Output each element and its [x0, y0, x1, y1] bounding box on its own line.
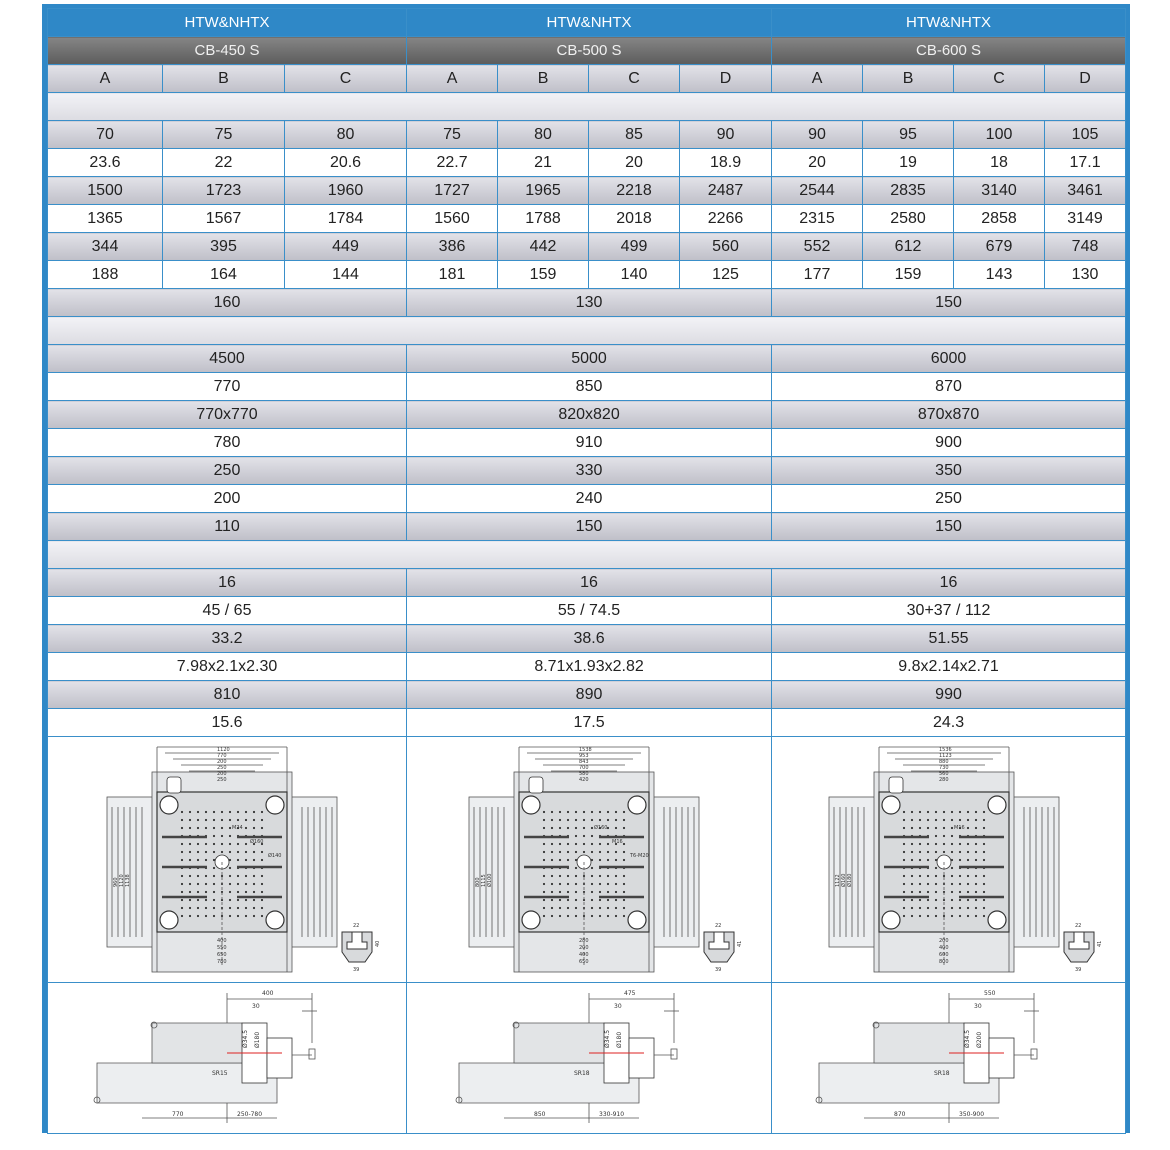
dimension-label: 550	[983, 990, 995, 997]
value-cell: 552	[772, 233, 863, 261]
value-cell: 22.7	[407, 149, 498, 177]
dimension-label: 30	[614, 1003, 622, 1010]
screw-type-cell: A	[772, 65, 863, 93]
model-header: CB-600 S	[772, 37, 1126, 65]
value-cell: 24.3	[772, 709, 1126, 737]
dimension-label: 780	[217, 959, 227, 965]
dimension-label: Ø34.5	[963, 1029, 971, 1048]
dimension-label: M16	[953, 825, 965, 831]
value-cell: 9.8x2.14x2.71	[772, 653, 1126, 681]
value-cell: 38.6	[407, 625, 772, 653]
drawing-cell	[407, 737, 772, 983]
spacer-cell	[48, 541, 1126, 569]
value-cell: 770	[48, 373, 407, 401]
screw-type-cell: B	[863, 65, 954, 93]
value-cell: 2266	[680, 205, 772, 233]
dimension-label: 870	[893, 1111, 905, 1118]
value-cell: 990	[772, 681, 1126, 709]
value-cell: 780	[48, 429, 407, 457]
value-cell: 85	[589, 121, 680, 149]
dimension-label: SR18	[574, 1070, 590, 1077]
value-cell: 177	[772, 261, 863, 289]
value-cell: 1788	[498, 205, 589, 233]
general-row	[48, 709, 1126, 737]
dimension-label: 200	[579, 945, 589, 951]
drawing-cell	[48, 983, 407, 1134]
value-cell: 90	[772, 121, 863, 149]
dimension-label: 41	[737, 940, 744, 947]
value-cell: 17.5	[407, 709, 772, 737]
value-cell: 159	[498, 261, 589, 289]
dimension-label: 30	[252, 1003, 260, 1010]
value-cell: 1965	[498, 177, 589, 205]
value-cell: 560	[680, 233, 772, 261]
injection-common-row	[48, 289, 1126, 317]
value-cell: 1727	[407, 177, 498, 205]
dimension-label: 770	[172, 1111, 184, 1118]
dimension-label: Ø160	[594, 825, 608, 831]
value-cell: 870x870	[772, 401, 1126, 429]
value-cell: 16	[48, 569, 407, 597]
value-cell: 2315	[772, 205, 863, 233]
value-cell: 45 / 65	[48, 597, 407, 625]
dimension-label: 250-780	[237, 1111, 263, 1118]
dimension-label: 39	[715, 967, 722, 973]
screw-type-cell: A	[48, 65, 163, 93]
value-cell: 90	[680, 121, 772, 149]
series-header: HTW&NHTX	[772, 9, 1126, 37]
value-cell: 5000	[407, 345, 772, 373]
dimension-label: Ø160	[840, 873, 847, 887]
screw-type-cell: B	[498, 65, 589, 93]
dimension-label: 650	[217, 952, 227, 958]
value-cell: 21	[498, 149, 589, 177]
value-cell: 1500	[48, 177, 163, 205]
value-cell: 2580	[863, 205, 954, 233]
nozzle-drawing	[77, 983, 377, 1133]
general-row	[48, 569, 1126, 597]
dimension-label: 1120	[119, 874, 126, 887]
dimension-label: 200	[217, 771, 227, 777]
value-cell: 350	[772, 457, 1126, 485]
value-cell: 20.6	[285, 149, 407, 177]
dimension-label: Ø160	[250, 839, 264, 845]
value-cell: 2858	[954, 205, 1045, 233]
dimension-label: 880	[938, 759, 949, 765]
dimension-label: 400	[217, 938, 227, 944]
value-cell: 75	[407, 121, 498, 149]
dimension-label: 30	[973, 1003, 982, 1010]
dimension-label: 1138	[125, 874, 132, 887]
value-cell: 200	[48, 485, 407, 513]
value-cell: 250	[48, 457, 407, 485]
clamping-row	[48, 429, 1126, 457]
dimension-label: 960	[113, 877, 120, 887]
dimension-label: 730	[938, 765, 949, 771]
value-cell: 2835	[863, 177, 954, 205]
value-cell: 3149	[1045, 205, 1126, 233]
value-cell: 22	[163, 149, 285, 177]
dimension-label: 850	[534, 1111, 546, 1118]
value-cell: 499	[589, 233, 680, 261]
dimension-label: 400	[262, 990, 274, 997]
dimension-label: 200	[938, 938, 949, 944]
dimension-label: 580	[579, 771, 589, 777]
value-cell: 1567	[163, 205, 285, 233]
value-cell: 18	[954, 149, 1045, 177]
dimension-label: T6-M20	[630, 853, 649, 859]
dimension-label: 1123	[938, 753, 952, 759]
dimension-label: 1538	[579, 747, 592, 753]
screw-type-cell: A	[407, 65, 498, 93]
section-spacer	[48, 93, 1126, 121]
injection-row	[48, 121, 1126, 149]
dimension-label: 1115	[481, 874, 488, 887]
general-row	[48, 653, 1126, 681]
dimension-label: 250	[217, 777, 227, 783]
value-cell: 6000	[772, 345, 1126, 373]
value-cell: 100	[954, 121, 1045, 149]
value-cell: 15.6	[48, 709, 407, 737]
section-spacer	[48, 317, 1126, 345]
general-row	[48, 681, 1126, 709]
value-cell: 250	[772, 485, 1126, 513]
value-cell: 16	[407, 569, 772, 597]
value-cell: 160	[48, 289, 407, 317]
value-cell: 125	[680, 261, 772, 289]
value-cell: 2218	[589, 177, 680, 205]
clamping-row	[48, 401, 1126, 429]
clamping-row	[48, 345, 1126, 373]
dimension-label: SR15	[212, 1070, 228, 1077]
dimension-label: 1120	[217, 747, 230, 753]
screw-type-cell: D	[680, 65, 772, 93]
value-cell: 23.6	[48, 149, 163, 177]
value-cell: 95	[863, 121, 954, 149]
dimension-label: Ø140	[268, 853, 282, 859]
value-cell: 188	[48, 261, 163, 289]
dimension-label: 550	[217, 945, 227, 951]
dimension-label: M24	[232, 825, 243, 831]
value-cell: 30+37 / 112	[772, 597, 1126, 625]
general-row	[48, 625, 1126, 653]
value-cell: 130	[407, 289, 772, 317]
dimension-label: 200	[217, 759, 227, 765]
dimension-label: Ø100	[487, 873, 494, 887]
dimension-label: 953	[579, 753, 589, 759]
value-cell: 748	[1045, 233, 1126, 261]
dimension-label: 770	[217, 753, 227, 759]
platen-drawing	[419, 737, 759, 982]
platen-drawing	[57, 737, 397, 982]
series-header: HTW&NHTX	[407, 9, 772, 37]
value-cell: 4500	[48, 345, 407, 373]
spacer-cell	[48, 93, 1126, 121]
value-cell: 33.2	[48, 625, 407, 653]
screw-type-cell: D	[1045, 65, 1126, 93]
clamping-row	[48, 513, 1126, 541]
value-cell: 2018	[589, 205, 680, 233]
value-cell: 395	[163, 233, 285, 261]
value-cell: 80	[498, 121, 589, 149]
value-cell: 3461	[1045, 177, 1126, 205]
dimension-label: Ø34.5	[604, 1029, 612, 1048]
value-cell: 442	[498, 233, 589, 261]
platen-drawing-row	[48, 737, 1126, 983]
dimension-label: 700	[579, 765, 589, 771]
dimension-label: Ø180	[254, 1031, 262, 1048]
value-cell: 820x820	[407, 401, 772, 429]
dimension-label: 350-900	[958, 1111, 984, 1118]
drawing-cell	[407, 983, 772, 1134]
dimension-label: 39	[1074, 967, 1081, 973]
value-cell: 150	[772, 289, 1126, 317]
value-cell: 75	[163, 121, 285, 149]
dimension-label: Ø180	[616, 1031, 624, 1048]
dimension-label: 22	[1074, 923, 1081, 929]
dimension-label: 843	[579, 759, 589, 765]
section-spacer	[48, 541, 1126, 569]
dimension-label: 250	[217, 765, 227, 771]
dimension-label: M16	[612, 839, 623, 845]
value-cell: 130	[1045, 261, 1126, 289]
drawing-cell	[772, 737, 1126, 983]
clamping-row	[48, 457, 1126, 485]
value-cell: 159	[863, 261, 954, 289]
dimension-label: Ø200	[975, 1031, 983, 1048]
value-cell: 240	[407, 485, 772, 513]
value-cell: 2487	[680, 177, 772, 205]
value-cell: 1560	[407, 205, 498, 233]
value-cell: 144	[285, 261, 407, 289]
screw-type-cell: C	[589, 65, 680, 93]
dimension-label: Ø34.5	[242, 1029, 250, 1048]
value-cell: 80	[285, 121, 407, 149]
value-cell: 910	[407, 429, 772, 457]
drawing-cell	[772, 983, 1126, 1134]
value-cell: 900	[772, 429, 1126, 457]
value-cell: 330	[407, 457, 772, 485]
model-header: CB-500 S	[407, 37, 772, 65]
value-cell: 105	[1045, 121, 1126, 149]
nozzle-drawing-row	[48, 983, 1126, 1134]
dimension-label: 400	[938, 945, 949, 951]
value-cell: 679	[954, 233, 1045, 261]
injection-row	[48, 261, 1126, 289]
model-header: CB-450 S	[48, 37, 407, 65]
dimension-label: 1536	[938, 747, 952, 753]
clamping-row	[48, 485, 1126, 513]
value-cell: 20	[772, 149, 863, 177]
value-cell: 17.1	[1045, 149, 1126, 177]
value-cell: 770x770	[48, 401, 407, 429]
dimension-label: 41	[1096, 940, 1103, 947]
value-cell: 55 / 74.5	[407, 597, 772, 625]
value-cell: 181	[407, 261, 498, 289]
value-cell: 164	[163, 261, 285, 289]
value-cell: 51.55	[772, 625, 1126, 653]
nozzle-drawing	[439, 983, 739, 1133]
dimension-label: 22	[353, 923, 360, 929]
dimension-label: 400	[579, 952, 589, 958]
dimension-label: 800	[938, 959, 949, 965]
dimension-label: 280	[579, 938, 589, 944]
value-cell: 110	[48, 513, 407, 541]
value-cell: 19	[863, 149, 954, 177]
value-cell: 7.98x2.1x2.30	[48, 653, 407, 681]
dimension-label: 420	[579, 777, 589, 783]
value-cell: 150	[772, 513, 1126, 541]
dimension-label: 280	[938, 777, 949, 783]
model-header-row	[48, 37, 1126, 65]
injection-row	[48, 205, 1126, 233]
value-cell: 386	[407, 233, 498, 261]
dimension-label: 650	[579, 959, 589, 965]
screw-type-cell: C	[285, 65, 407, 93]
series-header: HTW&NHTX	[48, 9, 407, 37]
value-cell: 140	[589, 261, 680, 289]
drawing-cell	[48, 737, 407, 983]
value-cell: 16	[772, 569, 1126, 597]
injection-row	[48, 177, 1126, 205]
injection-row	[48, 149, 1126, 177]
dimension-label: 1122	[834, 874, 841, 887]
value-cell: 18.9	[680, 149, 772, 177]
dimension-label: Ø180	[846, 873, 853, 887]
value-cell: 1784	[285, 205, 407, 233]
spacer-cell	[48, 317, 1126, 345]
nozzle-drawing	[799, 983, 1099, 1133]
platen-drawing	[779, 737, 1119, 982]
value-cell: 2544	[772, 177, 863, 205]
series-header-row	[48, 9, 1126, 37]
value-cell: 870	[772, 373, 1126, 401]
dimension-label: 22	[715, 923, 722, 929]
general-row	[48, 597, 1126, 625]
value-cell: 1960	[285, 177, 407, 205]
dimension-label: 40	[375, 940, 382, 947]
value-cell: 20	[589, 149, 680, 177]
dimension-label: 560	[938, 771, 949, 777]
value-cell: 1723	[163, 177, 285, 205]
value-cell: 612	[863, 233, 954, 261]
dimension-label: SR18	[933, 1070, 950, 1077]
value-cell: 449	[285, 233, 407, 261]
value-cell: 810	[48, 681, 407, 709]
value-cell: 150	[407, 513, 772, 541]
dimension-label: 39	[353, 967, 360, 973]
injection-row	[48, 233, 1126, 261]
screw-type-cell: B	[163, 65, 285, 93]
dimension-label: 600	[938, 952, 949, 958]
dimension-label: 330-910	[599, 1111, 625, 1118]
screw-type-cell: C	[954, 65, 1045, 93]
value-cell: 3140	[954, 177, 1045, 205]
value-cell: 1365	[48, 205, 163, 233]
screw-header-row	[48, 65, 1126, 93]
dimension-label: 800	[475, 877, 482, 887]
value-cell: 143	[954, 261, 1045, 289]
value-cell: 8.71x1.93x2.82	[407, 653, 772, 681]
dimension-label: 475	[624, 990, 636, 997]
value-cell: 344	[48, 233, 163, 261]
clamping-row	[48, 373, 1126, 401]
value-cell: 850	[407, 373, 772, 401]
value-cell: 70	[48, 121, 163, 149]
spec-table	[47, 8, 1126, 1134]
value-cell: 890	[407, 681, 772, 709]
